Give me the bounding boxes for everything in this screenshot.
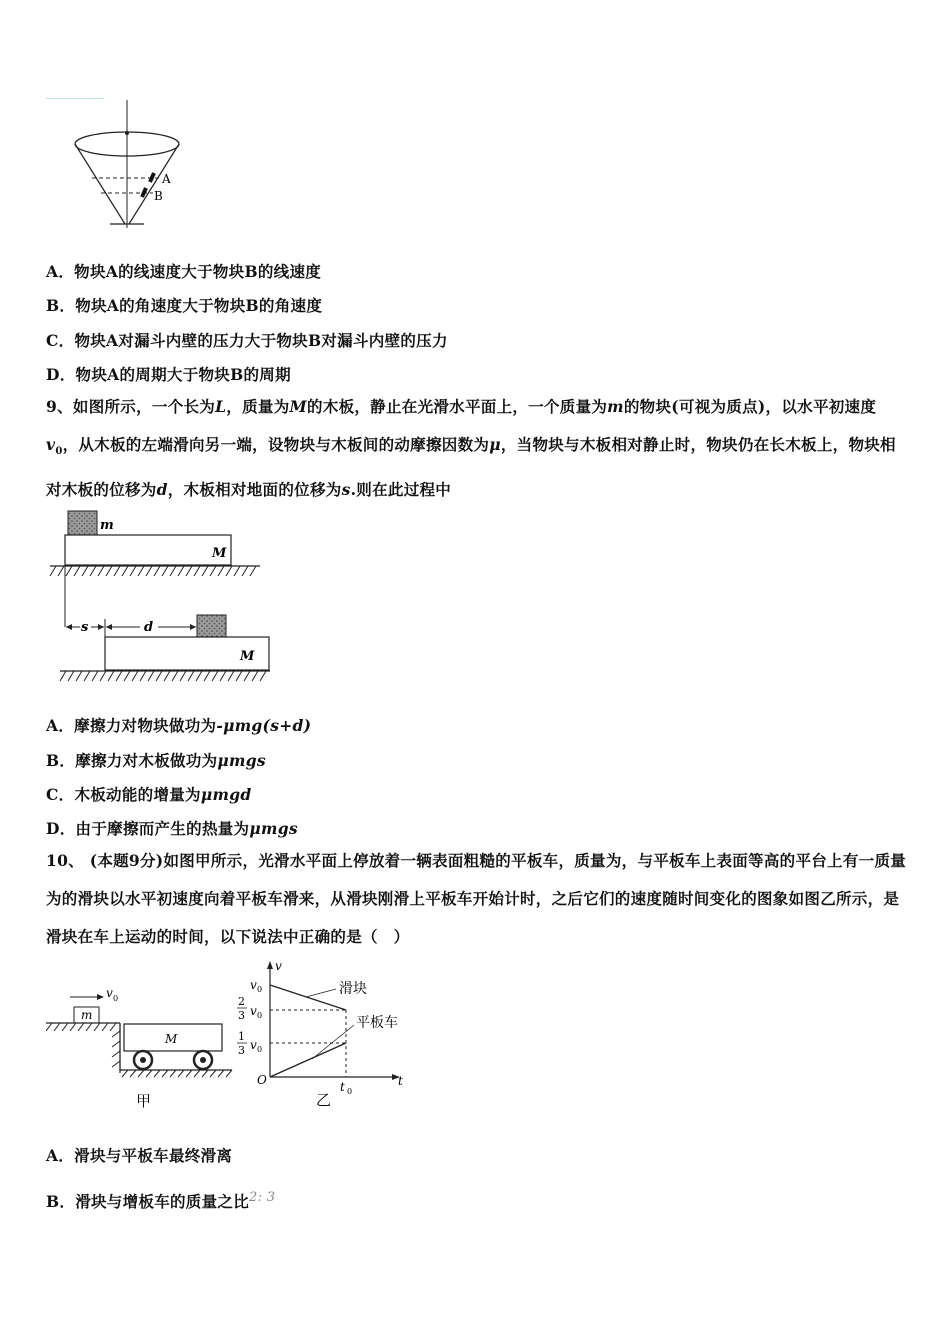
svg-text:t: t bbox=[398, 1074, 403, 1088]
q8-option-b: B．物块A的角速度大于物块B的角速度 bbox=[46, 296, 323, 315]
svg-text:s: s bbox=[81, 620, 89, 635]
mass-ratio: 2: 3 bbox=[249, 1190, 276, 1205]
block-m-top bbox=[68, 511, 97, 535]
svg-text:m: m bbox=[100, 518, 114, 533]
svg-text:v: v bbox=[106, 986, 113, 1000]
svg-text:M: M bbox=[165, 1032, 178, 1046]
q9-option-b: B．摩擦力对木板做功为μmgs bbox=[46, 751, 266, 770]
q9-option-a: A．摩擦力对物块做功为-μmg(s+d) bbox=[46, 716, 312, 735]
q9-option-c: C．木板动能的增量为μmgd bbox=[46, 785, 252, 804]
svg-text:M: M bbox=[240, 649, 255, 664]
svg-text:O: O bbox=[257, 1073, 267, 1087]
svg-text:0: 0 bbox=[257, 1011, 263, 1020]
svg-text:t: t bbox=[340, 1080, 345, 1094]
label-b: B bbox=[154, 189, 163, 203]
q10-option-b: B．滑块与增板车的质量之比$^{2: 3}$ bbox=[46, 1190, 276, 1211]
svg-text:M: M bbox=[212, 546, 227, 561]
cart-figure bbox=[46, 985, 236, 1115]
q10-option-a: A．滑块与平板车最终滑离 bbox=[46, 1146, 233, 1165]
slider-line bbox=[270, 985, 346, 1010]
svg-text:1: 1 bbox=[238, 1030, 245, 1043]
board-top bbox=[65, 535, 231, 565]
q8-option-c: C．物块A对漏斗内壁的压力大于物块B对漏斗内壁的压力 bbox=[46, 331, 448, 350]
svg-text:m: m bbox=[81, 1008, 93, 1022]
q10-stem: 10、 (本题9分)如图甲所示，光滑水平面上停放着一辆表面粗糙的平板车，质量为，与平板车上表面等高的平台上有一质量为的滑块以水平初速度向着平板车滑来，从滑块刚滑上平板车开始计时，之后它们的速度随时间变化的图象如图乙所示，是滑块在车上运动的时间，以下说法中正确的是（ ） bbox=[46, 851, 907, 946]
board-figure bbox=[46, 505, 276, 690]
svg-text:v: v bbox=[250, 978, 257, 992]
svg-text:0: 0 bbox=[113, 994, 119, 1003]
svg-text:3: 3 bbox=[238, 1009, 245, 1022]
cart-label: 平板车 bbox=[356, 1015, 398, 1031]
cart-line bbox=[270, 1043, 346, 1077]
block-m-bottom bbox=[197, 615, 226, 637]
svg-text:v: v bbox=[250, 1004, 257, 1018]
svg-text:2: 2 bbox=[238, 995, 245, 1008]
svg-text:0: 0 bbox=[257, 985, 263, 994]
top-rule bbox=[46, 98, 104, 99]
svg-text:v: v bbox=[275, 959, 282, 973]
svg-text:v: v bbox=[250, 1038, 257, 1052]
q8-option-a: A．物块A的线速度大于物块B的线速度 bbox=[46, 262, 322, 281]
svg-text:0: 0 bbox=[347, 1087, 353, 1096]
funnel-figure bbox=[70, 100, 190, 230]
svg-text:3: 3 bbox=[238, 1044, 245, 1057]
block-b bbox=[142, 188, 146, 197]
q9-stem: 9、如图所示，一个长为L，质量为M的木板，静止在光滑水平面上，一个质量为m的物块(可视为质点)，以水平初速度$v_0$，从木板的左端滑向另一端，设物块与木板间的动摩擦因数为μ，当物块与木板相对静止时，物块仍在长木板上，物块相对木板的位移为d，木板相对地面的位移为s.则在此过程中 bbox=[46, 397, 896, 500]
label-a: A bbox=[162, 172, 171, 186]
svg-text:0: 0 bbox=[257, 1045, 263, 1054]
slider-label: 滑块 bbox=[339, 981, 367, 997]
q8-option-d: D．物块A的周期大于物块B的周期 bbox=[46, 365, 291, 384]
caption-jia: 甲 bbox=[136, 1092, 152, 1110]
block-a bbox=[150, 173, 154, 182]
vt-graph bbox=[228, 955, 418, 1110]
q9-option-d: D．由于摩擦而产生的热量为μmgs bbox=[46, 819, 298, 838]
caption-yi: 乙 bbox=[316, 1091, 332, 1109]
svg-text:d: d bbox=[144, 620, 154, 635]
